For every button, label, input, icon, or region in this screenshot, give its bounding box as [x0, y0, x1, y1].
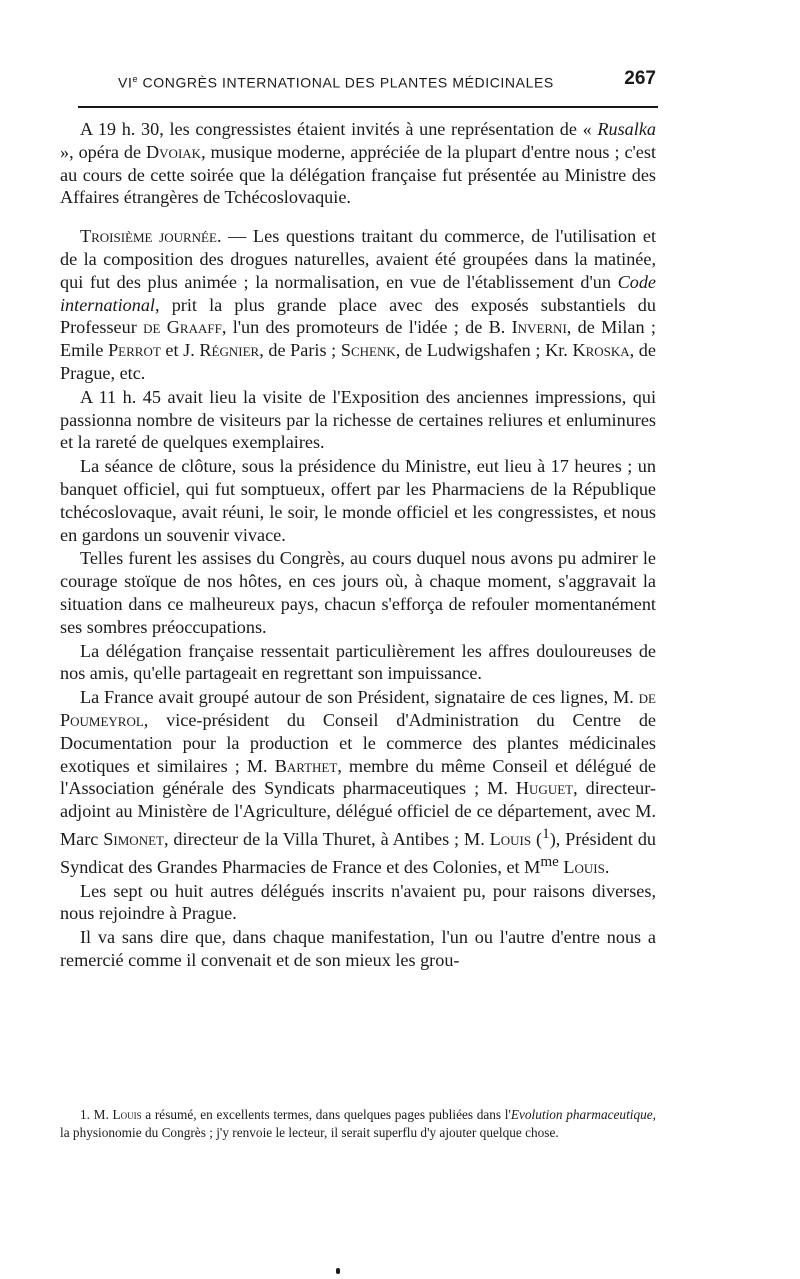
text-run: , directeur de la Villa Thuret, à Antibes ; M.: [163, 828, 490, 849]
text-run: (: [531, 828, 543, 849]
text-run: , vice-président du Conseil d'Administration du Centre de Documentation pour la production et le commerce des plantes médicinales exotiques et similaires ; M.: [60, 709, 656, 776]
text-run: , de Prague, etc.: [60, 340, 656, 383]
person-name: Louis: [112, 1107, 142, 1122]
person-name: Louis: [489, 828, 532, 849]
footnotes: [60, 1106, 656, 1142]
person-name: Louis: [563, 856, 605, 877]
print-mark: [336, 1268, 340, 1274]
head-title-text: CONGRÈS INTERNATIONAL DES PLANTES MÉDICINALES: [138, 74, 554, 91]
text-run: , de Ludwigshafen ; Kr.: [395, 340, 573, 361]
code-title: Code international: [60, 271, 656, 315]
person-name: Perrot: [108, 340, 161, 361]
text-run: .: [604, 856, 610, 877]
paragraph-3: A 11 h. 45 avait lieu la visite de l'Exposition des anciennes impressions, qui passionna nombre de visiteurs par la richesse de certaines reliures et enluminures et la rareté de quelques exemplaires.: [60, 386, 656, 453]
person-name: Kroska: [572, 340, 630, 361]
text-run: 1. M.: [80, 1107, 113, 1122]
head-title-superscript: e: [132, 74, 139, 84]
person-name: de Graaff: [143, 317, 222, 338]
opera-title: Rusalka: [597, 119, 656, 139]
person-name: Barthet: [274, 755, 338, 776]
text-run: , la physionomie du Congrès ; j'y renvoie le lecteur, il serait superflu d'y ajouter quelque chose.: [60, 1107, 656, 1140]
text-run: La France avait groupé autour de son Président, signataire de ces lignes, M.: [80, 687, 639, 708]
paragraph-2: [60, 225, 656, 385]
text-run: ), Président du Syndicat des Grandes Pharmacies de France et des Colonies, et M: [60, 828, 657, 877]
person-name: de Poumeyrol: [60, 687, 656, 730]
running-head: [78, 66, 658, 108]
text-run: et J.: [160, 340, 200, 361]
body-text: [60, 118, 656, 973]
text-run: , membre du même Conseil et délégué de l'Association générale des Syndicats pharmaceutiques ; M.: [60, 755, 656, 799]
text-run: , de Milan ; Emile: [60, 317, 656, 361]
section-heading: Troisième journée: [80, 226, 217, 247]
paragraph-4: La séance de clôture, sous la présidence du Ministre, eut lieu à 17 heures ; un banquet officiel, qui fut somptueux, offert par les Pharmaciens de la République tchécoslovaque, avait réuni, le soir, le monde officiel et les congressistes, et nous en gardons un souvenir vivace.: [60, 456, 656, 545]
footnote-ref: 1: [542, 824, 550, 842]
text-run: , de Paris ;: [259, 340, 341, 361]
text-run: a résumé, en excellents termes, dans quelques pages publiées dans l': [141, 1107, 511, 1122]
text-run: , l'un des promoteurs de l'idée ; de B.: [221, 317, 512, 338]
text-run: , musique moderne, appréciée de la plupart d'entre nous ; c'est au cours de cette soirée que la délégation française fut présentée au Ministre des Affaires étrangères de Tchécoslovaquie.: [60, 141, 656, 208]
text-run: A 19 h. 30, les congressistes étaient invités à une représentation de «: [80, 119, 598, 139]
head-title-numeral: VI: [118, 74, 133, 91]
journal-title: Evolution pharmaceutique: [510, 1107, 653, 1122]
paragraph-8: Les sept ou huit autres délégués inscrits n'avaient pu, pour raisons diverses, nous rejoindre à Prague.: [60, 880, 656, 924]
text-run: , directeur-adjoint au Ministère de l'Agriculture, délégué officiel de ce département, avec M. Marc: [60, 778, 656, 849]
person-name: Simonet: [103, 828, 164, 849]
person-name: Inverni: [511, 317, 567, 338]
paragraph-9: Il va sans dire que, dans chaque manifestation, l'un ou l'autre d'entre nous a remercié comme il convenait et de son mieux les grou-: [60, 927, 656, 971]
composer-name: Dvoiak: [146, 141, 202, 162]
paragraph-6: La délégation française ressentait particulièrement les affres douloureuses de nos amis, qu'elle partageait en regrettant son impuissance.: [60, 640, 656, 684]
text-run: . — Les questions traitant du commerce, de l'utilisation et de la composition des drogues naturelles, avaient été groupées dans la matinée, qui fut des plus animée ; la normalisation, en vue de l'établissement d'un: [60, 226, 656, 292]
person-name: Schenk: [340, 340, 396, 361]
paragraph-1: [60, 118, 656, 209]
paragraph-7: [60, 686, 656, 879]
text-run: », opéra de: [60, 141, 147, 162]
text-run: , prit la plus grande place avec des exposés substantiels du Professeur: [60, 294, 656, 338]
footnote-1: [60, 1106, 656, 1142]
paragraph-5: Telles furent les assises du Congrès, au cours duquel nous avons pu admirer le courage stoïque de nos hôtes, en ces jours où, à chaque moment, s'aggravait la situation dans ce malheureux pays, chacun s'efforça de refouler momentanément ses sombres préoccupations.: [60, 548, 656, 637]
running-head-title: [118, 74, 554, 91]
person-name: Régnier: [199, 340, 260, 361]
person-name: Huguet: [515, 778, 574, 799]
title-superscript: me: [540, 852, 559, 870]
page-number: 267: [624, 68, 656, 89]
